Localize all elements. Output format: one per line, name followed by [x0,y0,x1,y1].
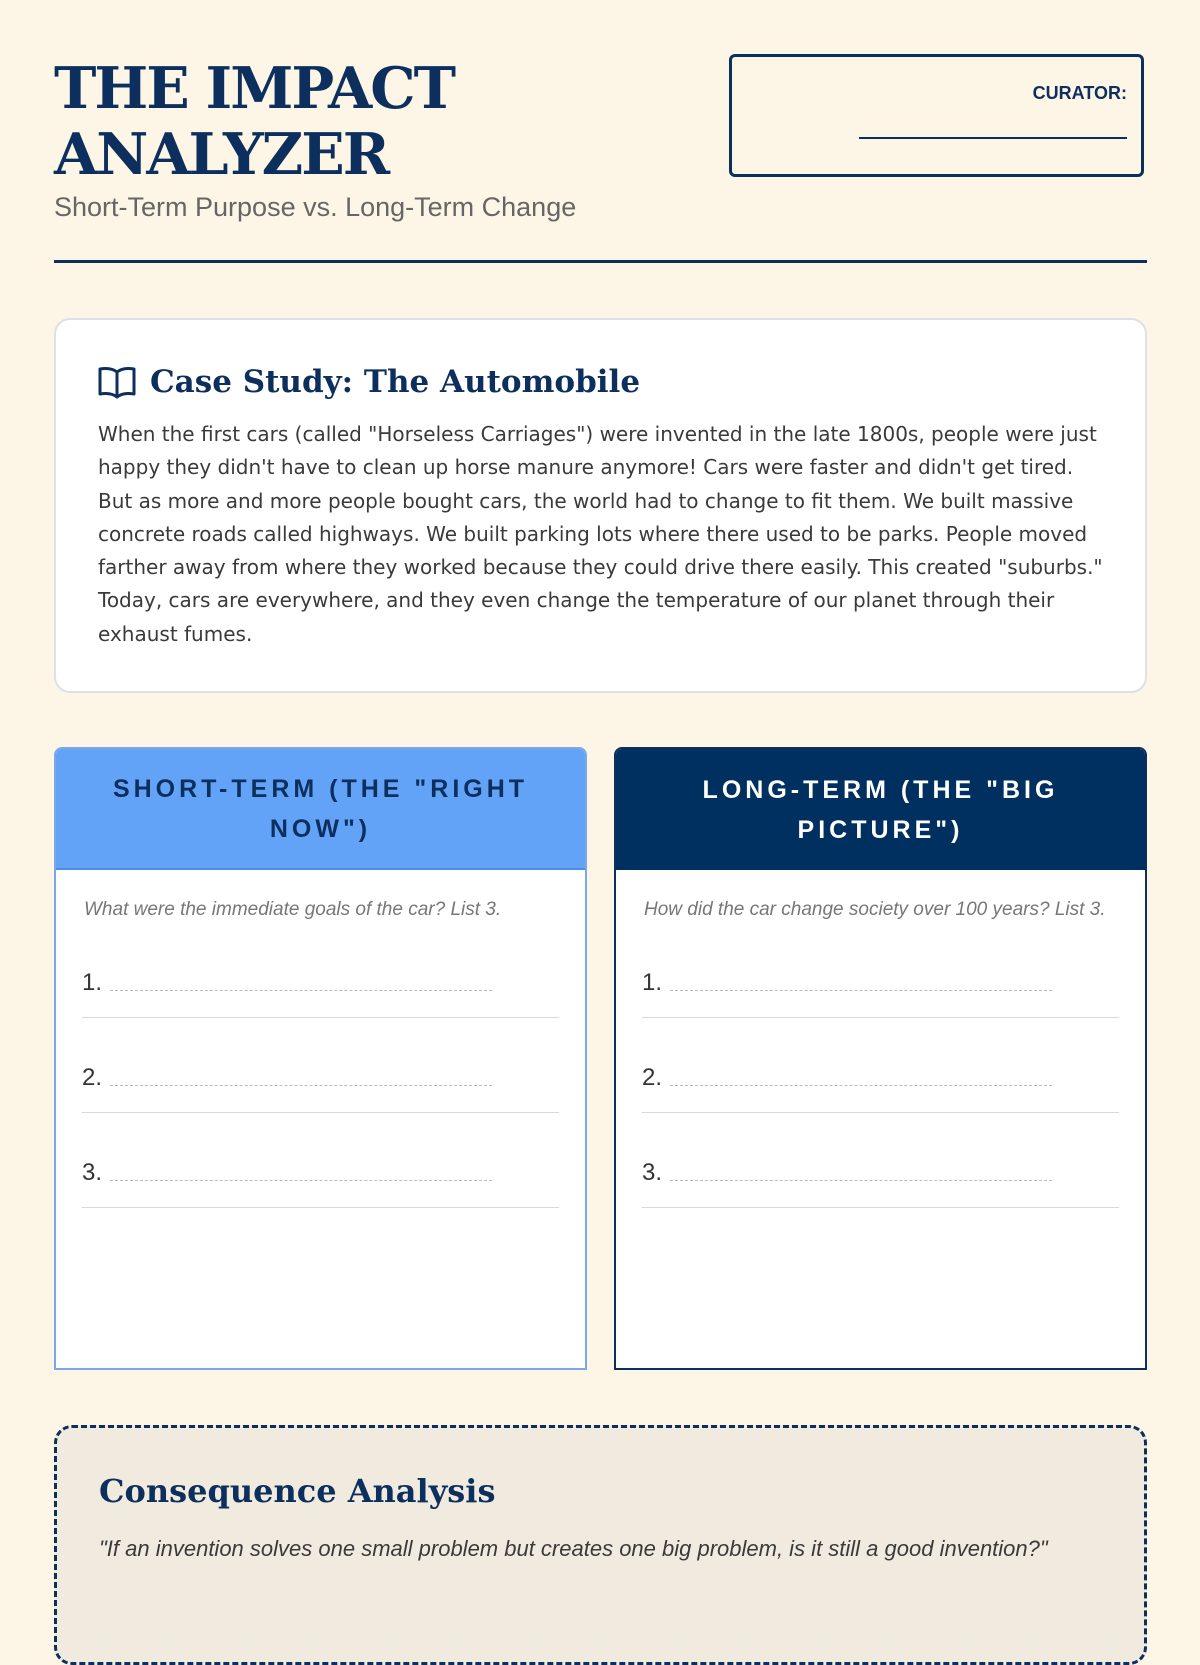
page-title [54,56,654,188]
answer-line [110,1180,492,1181]
long-term-answer-2[interactable] [642,1018,1119,1113]
answer-number: 1. [82,969,103,996]
long-term-answer-1[interactable] [642,923,1119,1018]
answer-line [670,990,1052,991]
consequence-analysis-box [54,1425,1147,1665]
curator-label: CURATOR: [1032,83,1127,103]
case-study-heading [98,364,640,400]
answer-line [110,990,492,991]
page-subtitle: Short-Term Purpose vs. Long-Term Change [54,192,577,222]
answer-line [670,1180,1052,1181]
consequence-title: Consequence Analysis [99,1472,496,1510]
curator-name-line[interactable] [859,137,1127,139]
curator-box [729,54,1144,177]
short-term-answer-1[interactable] [82,923,559,1018]
case-study-title: Case Study: The Automobile [150,364,641,400]
answer-number: 1. [642,969,663,996]
answer-line [670,1085,1052,1086]
header-divider [54,260,1147,263]
title-line-2: ANALYZER [54,121,389,188]
title-line-1: THE IMPACT [54,55,455,122]
case-study-card [54,318,1147,693]
short-term-prompt: What were the immediate goals of the car? List 3. [84,899,502,920]
short-term-answer-2[interactable] [82,1018,559,1113]
answer-number: 3. [82,1159,103,1186]
short-term-answer-3[interactable] [82,1113,559,1208]
long-term-panel [614,747,1147,1370]
long-term-prompt: How did the car change society over 100 years? List 3. [644,899,1106,920]
open-book-icon [98,365,136,399]
answer-line [110,1085,492,1086]
answer-number: 3. [642,1159,663,1186]
long-term-heading: LONG-TERM (THE "BIG PICTURE") [616,749,1145,870]
answer-number: 2. [642,1064,663,1091]
case-study-body: When the first cars (called "Horseless Carriages") were invented in the late 1800s, people were just happy they didn't have to clean up horse manure anymore! Cars were faster and didn't get tired. But as more and more people bought cars, the world had to change to fit them. We built massive concrete roads called highways. We built parking lots where there used to be parks. People moved farther away from where they worked because they could drive there easily. This created "suburbs." Today, cars are everywhere, and they even change the temperature of our planet through their exhaust fumes. [98,422,1103,646]
consequence-quote: "If an invention solves one small problem but creates one big problem, is it still a good invention?" [99,1536,1048,1561]
short-term-panel [54,747,587,1370]
long-term-answer-3[interactable] [642,1113,1119,1208]
short-term-heading: SHORT-TERM (THE "RIGHT NOW") [56,749,585,870]
answer-number: 2. [82,1064,103,1091]
